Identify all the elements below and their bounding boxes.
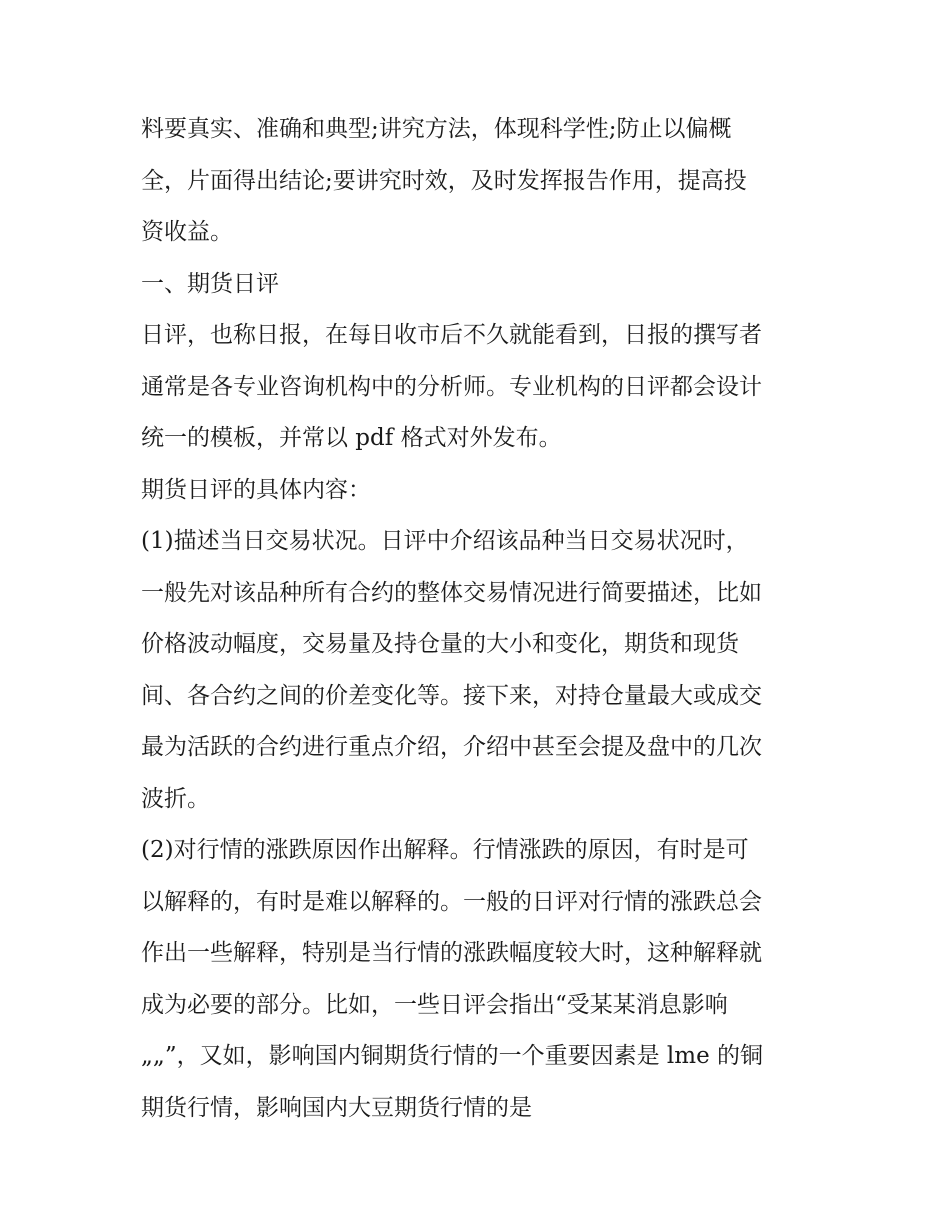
text-line: 一般先对该品种所有合约的整体交易情况进行简要描述，比如 — [141, 579, 762, 606]
text-line: 料要真实、准确和典型;讲究方法，体现科学性;防止以偏概 — [141, 116, 732, 142]
subheading: 期货日评的具体内容： — [141, 476, 371, 503]
text-line: 价格波动幅度，交易量及持仓量的大小和变化，期货和现货 — [141, 631, 739, 657]
text-line: 间、各合约之间的价差变化等。接下来，对持仓量最大或成交 — [141, 682, 762, 709]
text-line: 统一的模板，并常以 pdf 格式对外发布。 — [141, 425, 562, 451]
text-line: 以解释的，有时是难以解释的。一般的日评对行情的涨跌总会 — [141, 888, 762, 915]
text-line: 波折。 — [141, 785, 210, 812]
text-line: 通常是各专业咨询机构中的分析师。专业机构的日评都会设计 — [141, 373, 762, 400]
text-line: 资收益。 — [141, 219, 233, 245]
text-line: 期货行情，影响国内大豆期货行情的是 — [141, 1094, 532, 1121]
text-line: 成为必要的部分。比如，一些日评会指出“受某某消息影响 — [141, 991, 728, 1018]
document-body — [141, 104, 821, 1134]
section-heading: 一、期货日评 — [141, 270, 279, 297]
text-line: 日评，也称日报，在每日收市后不久就能看到，日报的撰写者 — [141, 322, 762, 348]
text-line: 作出一些解释，特别是当行情的涨跌幅度较大时，这种解释就 — [141, 940, 762, 966]
list-item-2-line: (2)对行情的涨跌原因作出解释。行情涨跌的原因，有时是可 — [141, 837, 749, 863]
text-line: „„”，又如，影响国内铜期货行情的一个重要因素是 lme 的铜 — [141, 1043, 763, 1069]
text-line: 全，片面得出结论;要讲究时效，及时发挥报告作用，提高投 — [141, 167, 747, 194]
text-line: 最为活跃的合约进行重点介绍，介绍中甚至会提及盘中的几次 — [141, 734, 762, 760]
list-item-1-line: (1)描述当日交易状况。日评中介绍该品种当日交易状况时， — [141, 528, 749, 554]
